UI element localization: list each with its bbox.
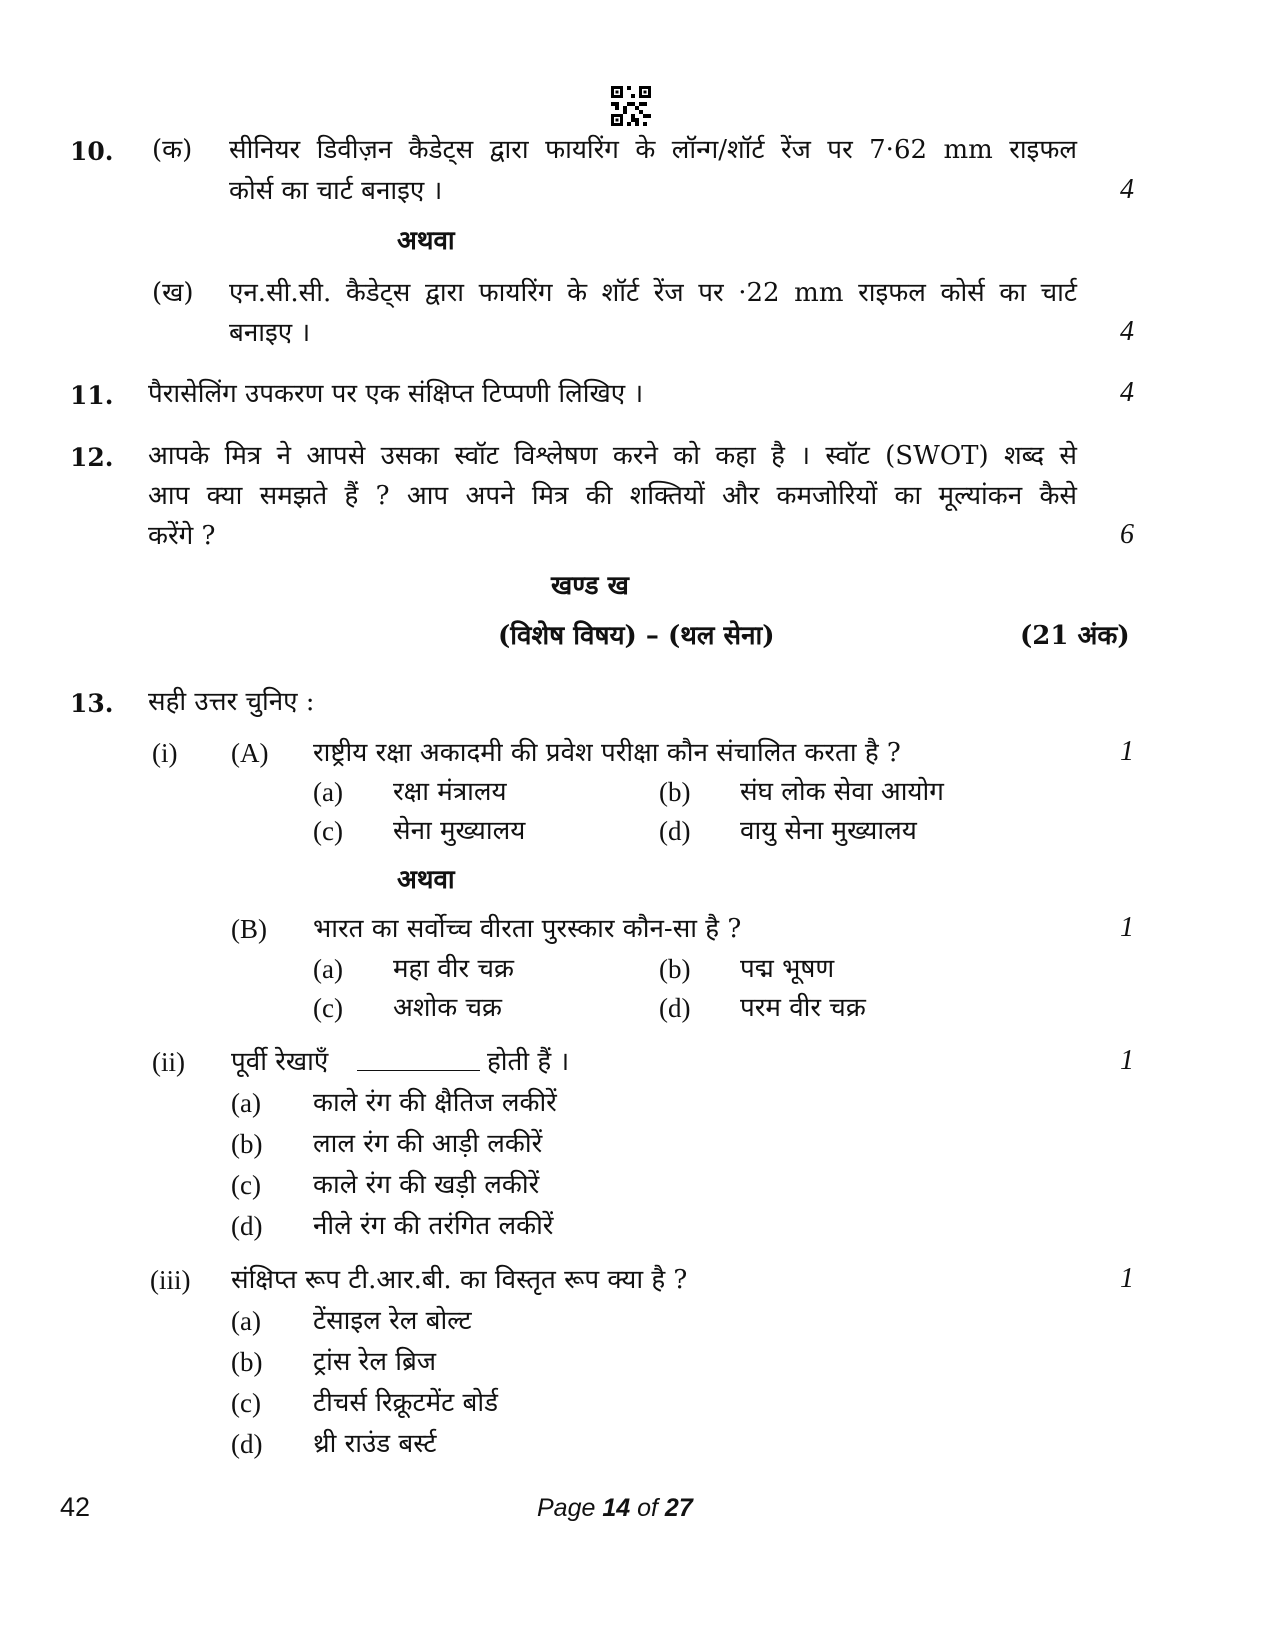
option-label: (a) (231, 1088, 261, 1118)
option-text: टीचर्स रिक्रूटमेंट बोर्ड (313, 1388, 499, 1418)
question-text: आप क्या समझते हैं ? आप अपने मित्र की शक्तियों और कमजोरियों का मूल्यांकन कैसे (148, 481, 1077, 511)
option-label: (b) (231, 1129, 263, 1159)
option-label: (क) (152, 135, 193, 165)
page-of: of (637, 1494, 658, 1522)
option-text: काले रंग की खड़ी लकीरें (313, 1170, 540, 1200)
marks: 4 (1120, 377, 1134, 408)
or-separator: अथवा (397, 226, 455, 256)
option-text: सेना मुख्यालय (393, 816, 526, 846)
option-label: (ख) (152, 278, 194, 308)
marks: 1 (1120, 736, 1134, 767)
question-number: 12. (70, 443, 114, 472)
part-label: (A) (231, 738, 269, 768)
option-text: संघ लोक सेवा आयोग (740, 777, 944, 807)
question-number: 13. (70, 689, 114, 718)
question-text: आपके मित्र ने आपसे उसका स्वॉट विश्लेषण करने को कहा है । स्वॉट (SWOT) शब्द से (148, 441, 1077, 471)
option-text: महा वीर चक्र (393, 954, 514, 984)
option-text: लाल रंग की आड़ी लकीरें (313, 1129, 543, 1159)
subquestion-label: (ii) (152, 1047, 185, 1077)
question-text: पूर्वी रेखाएँ (231, 1047, 329, 1077)
question-number: 11. (70, 381, 114, 410)
option-label: (d) (659, 993, 691, 1023)
option-text: काले रंग की क्षैतिज लकीरें (313, 1088, 557, 1118)
page-current: 14 (602, 1494, 631, 1522)
section-title: खण्ड ख (551, 571, 629, 601)
option-text: नीले रंग की तरंगित लकीरें (313, 1211, 554, 1241)
subquestion-label: (i) (152, 738, 178, 768)
blank-line (357, 1070, 480, 1071)
paper-code: 42 (60, 1492, 91, 1522)
option-text: वायु सेना मुख्यालय (740, 816, 917, 846)
question-instruction: सही उत्तर चुनिए : (148, 687, 315, 717)
marks: 1 (1120, 912, 1134, 943)
marks: 4 (1120, 174, 1134, 205)
option-text: थ्री राउंड बर्स्ट (313, 1429, 437, 1459)
question-text: संक्षिप्त रूप टी.आर.बी. का विस्तृत रूप क्या है ? (231, 1265, 688, 1295)
question-number: 10. (70, 137, 114, 166)
option-label: (a) (313, 954, 343, 984)
option-label: (c) (231, 1170, 261, 1200)
question-text: पैरासेलिंग उपकरण पर एक संक्षिप्त टिप्पणी लिखिए । (148, 379, 644, 409)
option-label: (c) (313, 816, 343, 846)
option-label: (c) (313, 993, 343, 1023)
page-prefix: Page (537, 1494, 596, 1522)
or-separator: अथवा (397, 865, 455, 895)
option-label: (b) (659, 777, 691, 807)
question-text: सीनियर डिवीज़न कैडेट्स द्वारा फायरिंग के लॉन्ग/शॉर्ट रेंज पर 7·62 mm राइफल (229, 135, 1077, 165)
option-label: (d) (231, 1429, 263, 1459)
section-subtitle: (विशेष विषय) – (थल सेना) (498, 621, 775, 651)
question-text: राष्ट्रीय रक्षा अकादमी की प्रवेश परीक्षा कौन संचालित करता है ? (313, 738, 901, 768)
option-label: (a) (313, 777, 343, 807)
marks: 1 (1120, 1263, 1134, 1294)
part-label: (B) (231, 914, 267, 944)
section-marks: (21 अंक) (1020, 621, 1130, 651)
option-text: परम वीर चक्र (740, 993, 866, 1023)
option-label: (b) (231, 1347, 263, 1377)
page-indicator (537, 1494, 693, 1523)
page-total: 27 (664, 1494, 693, 1522)
option-label: (b) (659, 954, 691, 984)
question-text: बनाइए । (229, 318, 311, 348)
option-label: (c) (231, 1388, 261, 1418)
question-text: भारत का सर्वोच्च वीरता पुरस्कार कौन-सा है ? (313, 914, 742, 944)
option-label: (d) (231, 1211, 263, 1241)
option-label: (a) (231, 1306, 261, 1336)
option-text: रक्षा मंत्रालय (393, 777, 507, 807)
question-text: कोर्स का चार्ट बनाइए । (229, 176, 443, 206)
marks: 6 (1120, 519, 1134, 550)
option-text: पद्म भूषण (740, 954, 835, 984)
option-text: ट्रांस रेल ब्रिज (313, 1347, 437, 1377)
option-text: अशोक चक्र (393, 993, 502, 1023)
marks: 4 (1120, 316, 1134, 347)
option-text: टेंसाइल रेल बोल्ट (313, 1306, 472, 1336)
option-label: (d) (659, 816, 691, 846)
question-text: एन.सी.सी. कैडेट्स द्वारा फायरिंग के शॉर्ट रेंज पर ·22 mm राइफल कोर्स का चार्ट (229, 278, 1077, 308)
question-text: होती हैं । (487, 1047, 570, 1077)
question-text: करेंगे ? (148, 521, 216, 551)
marks: 1 (1120, 1045, 1134, 1076)
subquestion-label: (iii) (150, 1265, 191, 1295)
qr-code-icon (611, 86, 651, 126)
